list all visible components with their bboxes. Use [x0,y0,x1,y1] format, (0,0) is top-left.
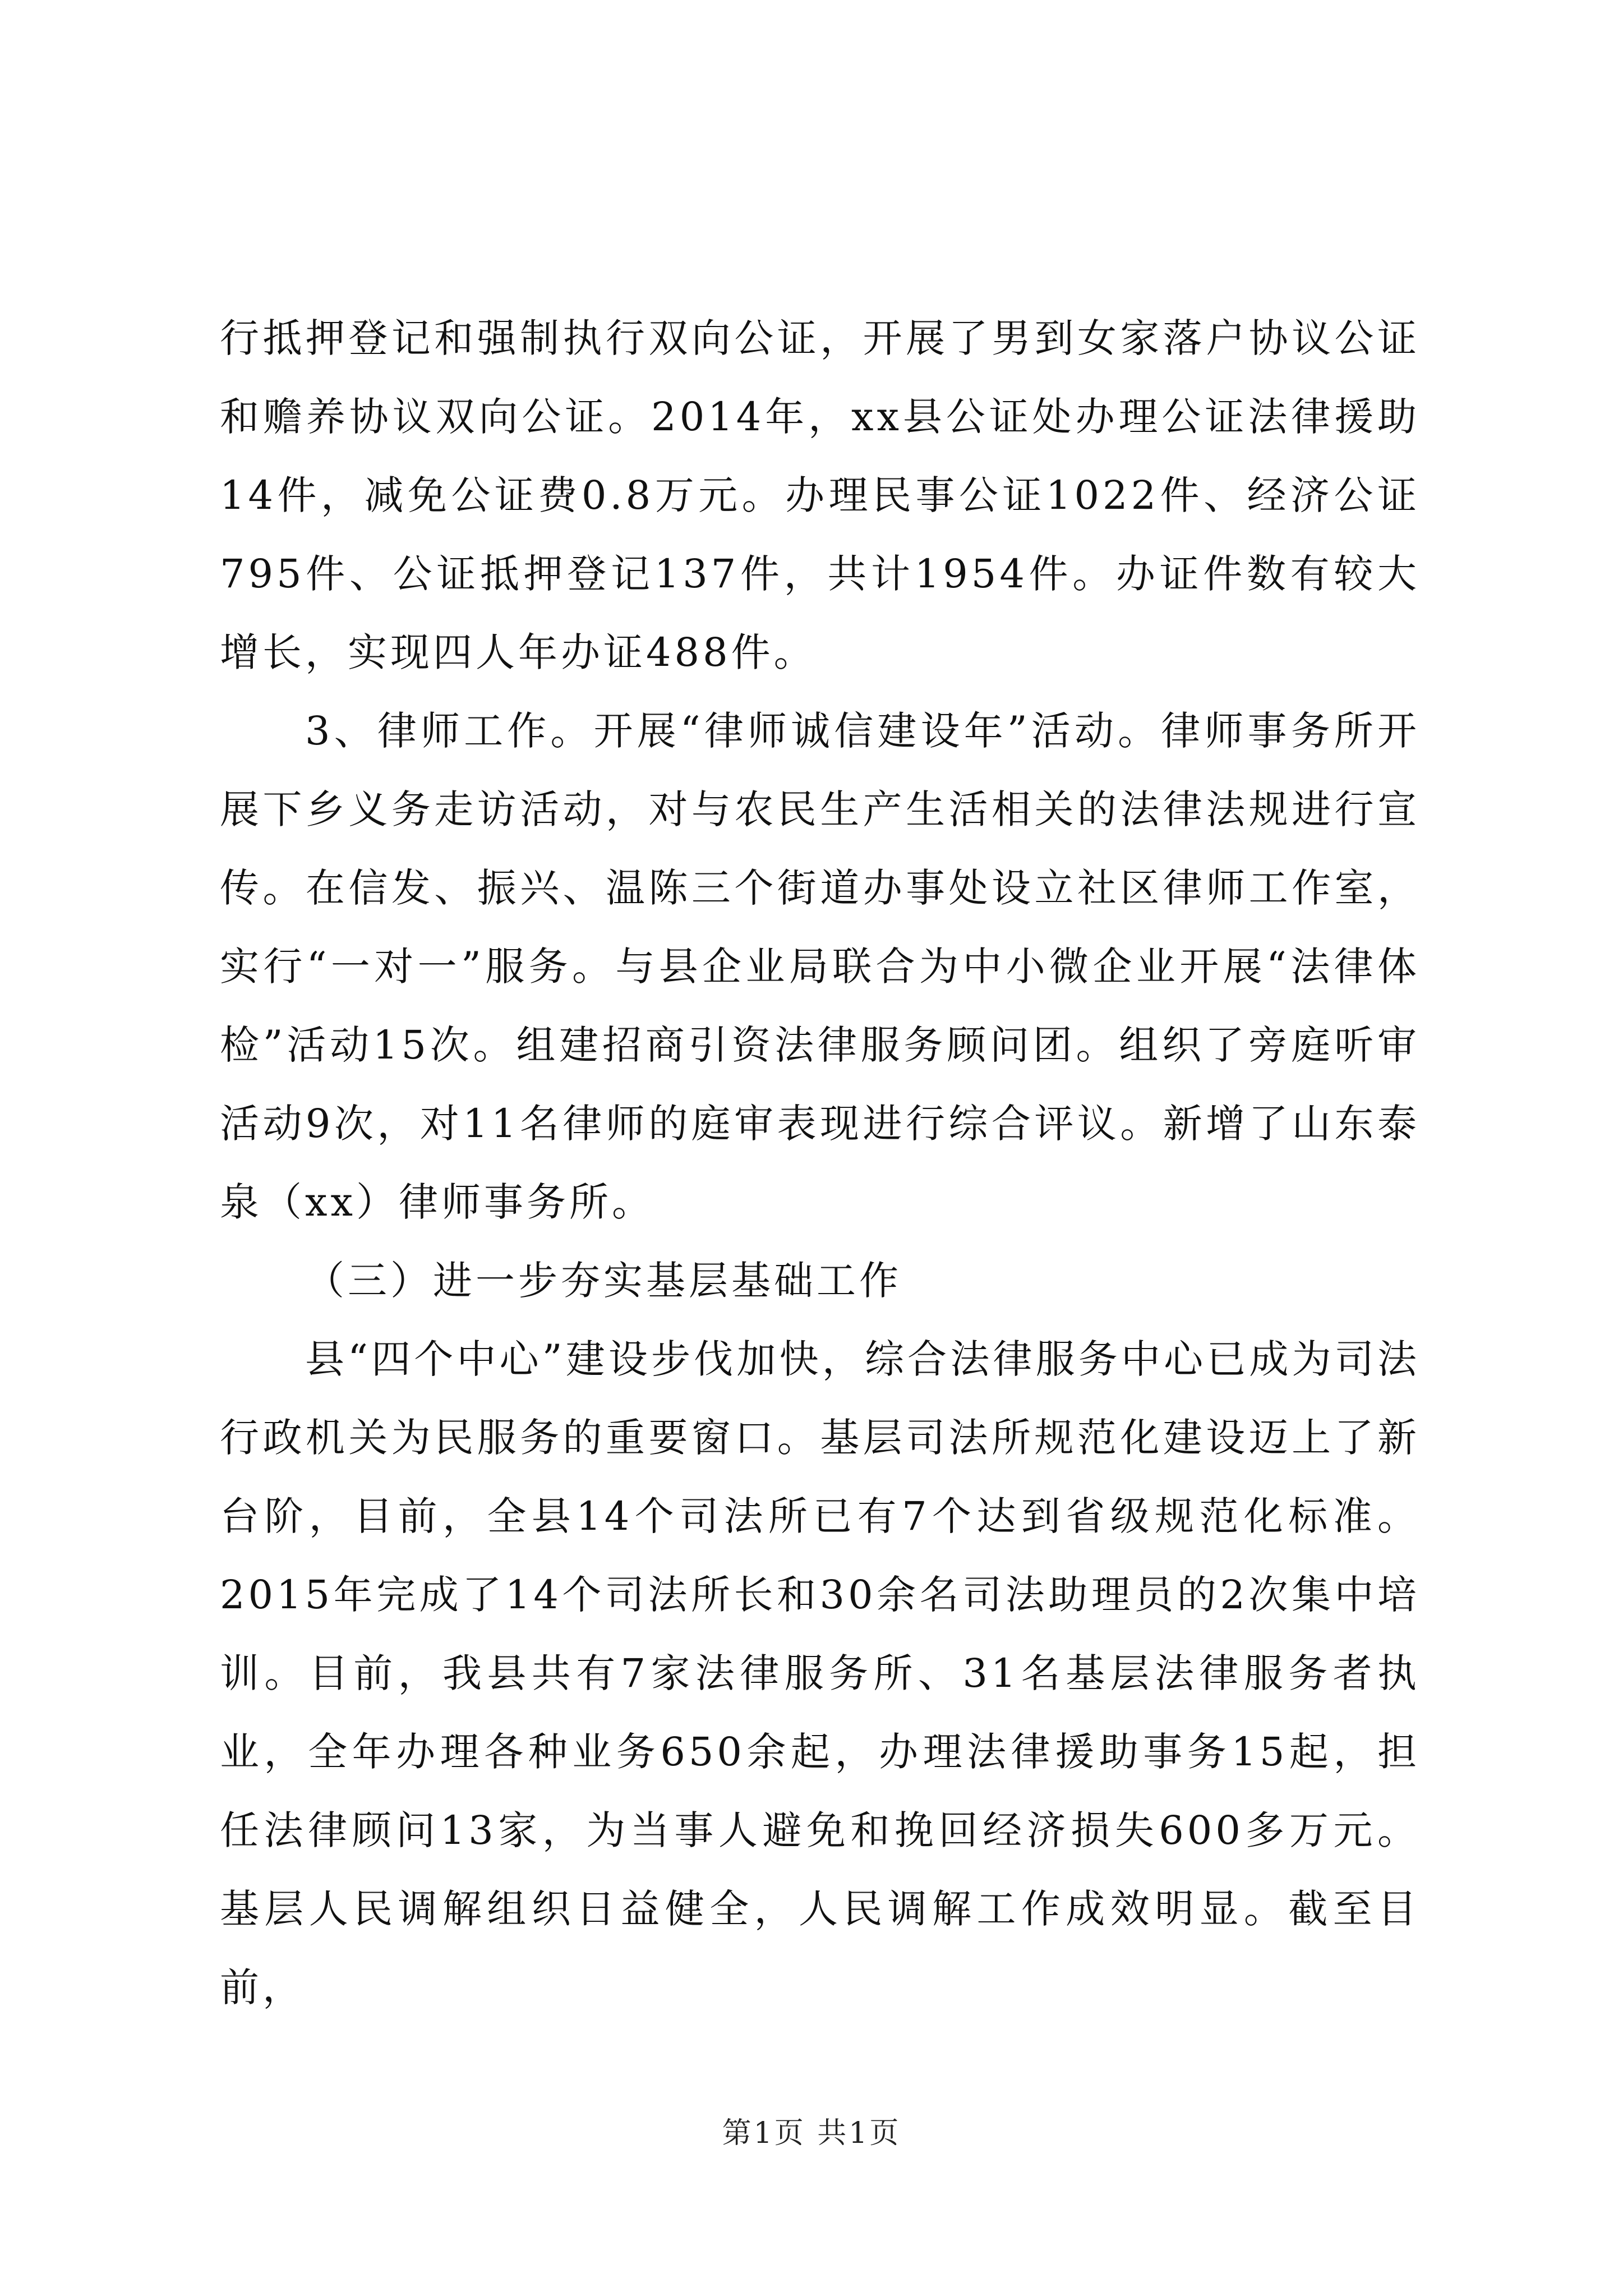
paragraph-grassroots-work: 县“四个中心”建设步伐加快，综合法律服务中心已成为司法行政机关为民服务的重要窗口。基层司法所规范化建设迈上了新台阶，目前，全县14个司法所已有7个达到省级规范化标准。2015年完成了14个司法所长和30余名司法助理员的2次集中培训。目前，我县共有7家法律服务所、31名基层法律服务者执业，全年办理各种业务650余起，办理法律援助事务15起，担任法律顾问13家，为当事人避免和挽回经济损失600多万元。基层人民调解组织日益健全，人民调解工作成效明显。截至目前， [220,1336,1420,2010]
document-body [220,299,1420,2027]
page-footer: 第1页 共1页 [722,2116,901,2150]
section-heading-grassroots: （三）进一步夯实基层基础工作 [305,1258,902,1304]
paragraph-lawyer-work: 3、律师工作。开展“律师诚信建设年”活动。律师事务所开展下乡义务走访活动，对与农民生产生活相关的法律法规进行宣传。在信发、振兴、温陈三个街道办事处设立社区律师工作室，实行“一对一”服务。与县企业局联合为中小微企业开展“法律体检”活动15次。组建招商引资法律服务顾问团。组织了旁庭听审活动9次，对11名律师的庭审表现进行综合评议。新增了山东泰泉（xx）律师事务所。 [220,708,1420,1225]
paragraph-notarization-continued: 行抵押登记和强制执行双向公证，开展了男到女家落户协议公证和赡养协议双向公证。2014年，xx县公证处办理公证法律援助14件，减免公证费0.8万元。办理民事公证1022件、经济公证795件、公证抵押登记137件，共计1954件。办证件数有较大增长，实现四人年办证488件。 [220,315,1420,675]
